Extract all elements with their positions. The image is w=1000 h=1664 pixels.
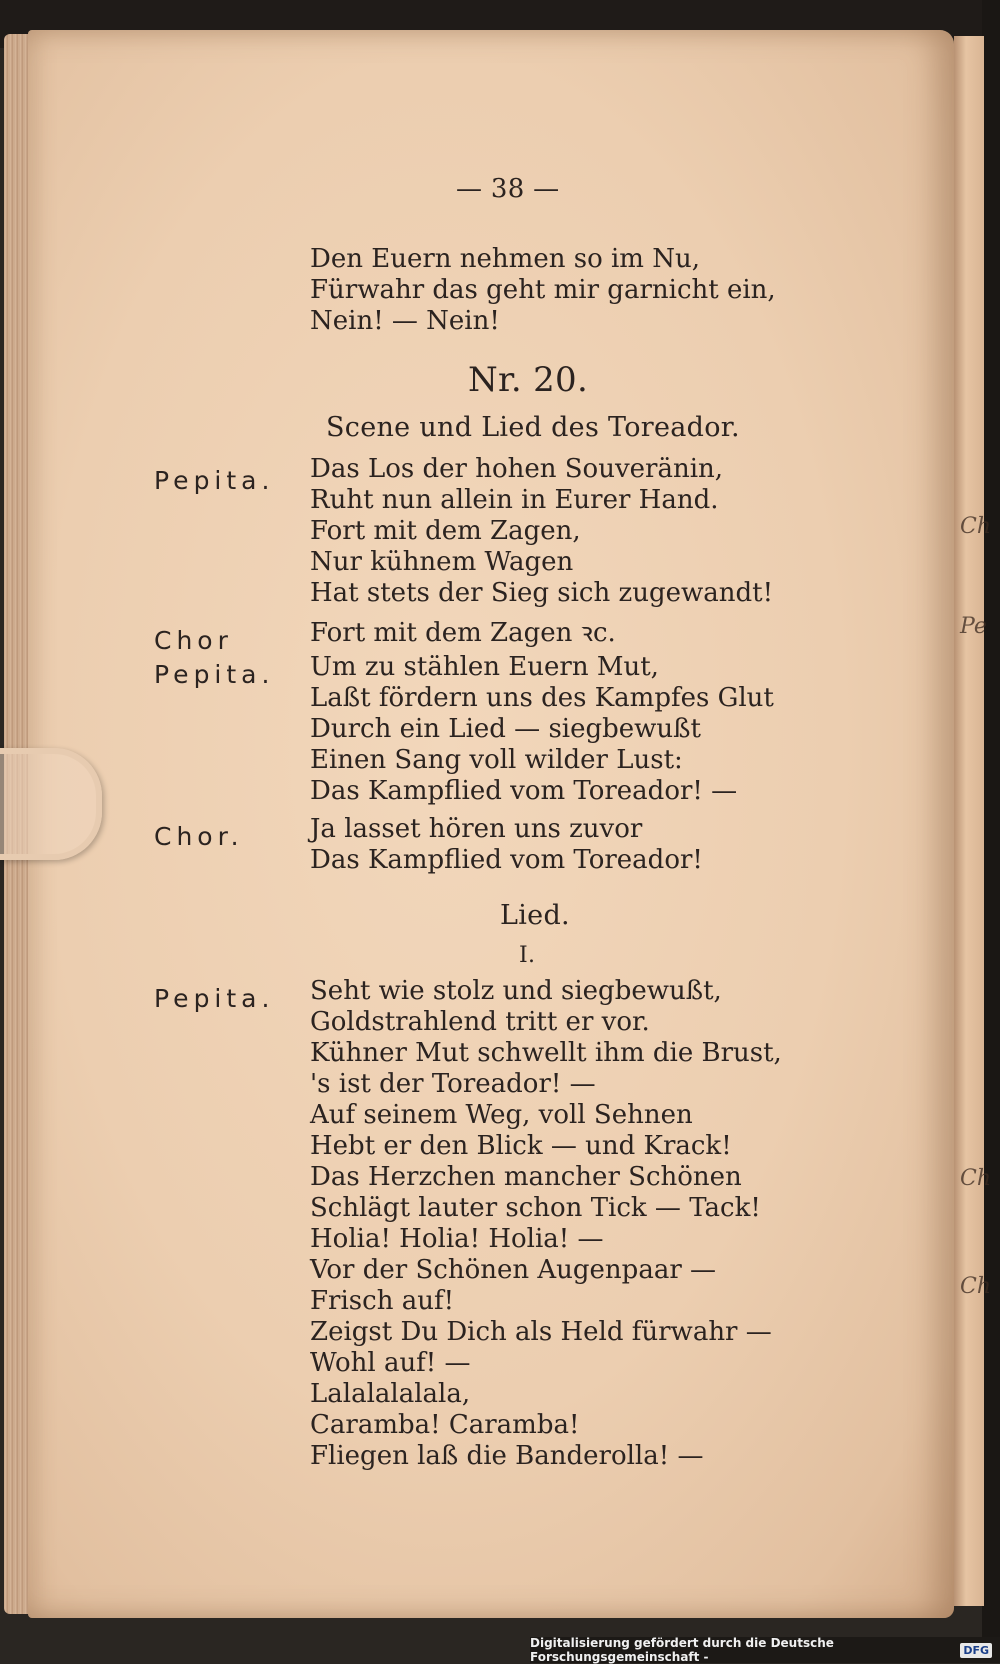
scan-background-right [982,0,1000,1663]
verse-line: 's ist der Toreador! — [310,1069,596,1099]
verse-line: Auf seinem Weg, voll Sehnen [310,1100,693,1130]
speaker-label: Chor. [154,822,244,851]
verse-line: Fort mit dem Zagen, [310,516,581,546]
verse-block-chor-2 [310,814,703,876]
verse-block-pepita-2 [310,652,774,807]
number-heading: Nr. 20. [468,360,589,400]
dfg-logo: DFG [960,1643,992,1658]
verse-line: Das Kampflied vom Toreador! [310,845,703,875]
verse-line: Hebt er den Blick — und Krack! [310,1131,732,1161]
verse-line: Lalalalalala, [310,1379,471,1409]
page-number: — 38 — [456,174,560,204]
verse-line: Wohl auf! — [310,1348,471,1378]
verse-line: Goldstrahlend tritt er vor. [310,1007,650,1037]
verse-line: Laßt fördern uns des Kampfes Glut [310,683,774,713]
verse-line: Nur kühnem Wagen [310,547,574,577]
verse-line: Das Herzchen mancher Schönen [310,1162,742,1192]
verse-line: Frisch auf! [310,1286,455,1316]
verse-line: Caramba! Caramba! [310,1410,580,1440]
lied-number: I. [519,943,536,968]
verse-block-top [310,244,776,337]
verse-line: Nein! — Nein! [310,306,500,336]
verse-line: Holia! Holia! Holia! — [310,1224,604,1254]
verse-line: Fort mit dem Zagen ꝛc. [310,618,616,648]
next-page-fragment: Ch [960,514,992,539]
next-page-fragment: Ch [960,1274,992,1299]
lied-heading: Lied. [500,900,570,931]
verse-block-pepita-1 [310,454,773,609]
verse-line: Kühner Mut schwellt ihm die Brust, [310,1038,782,1068]
verse-line: Das Kampflied vom Toreador! — [310,776,738,806]
verse-line: Fliegen laß die Banderolla! — [310,1441,704,1471]
verse-line: Vor der Schönen Augenpaar — [310,1255,717,1285]
next-page-fragment: Ch [960,1166,992,1191]
verse-line: Ruht nun allein in Eurer Hand. [310,485,719,515]
speaker-label: Pepita. [154,466,275,495]
speaker-label: Pepita. [154,660,275,689]
verse-block-lied [310,976,782,1472]
verse-line: Den Euern nehmen so im Nu, [310,244,700,274]
page-clip [0,748,102,860]
verse-line: Durch ein Lied — siegbewußt [310,714,701,744]
verse-line: Schlägt lauter schon Tick — Tack! [310,1193,761,1223]
verse-line: Ja lasset hören uns zuvor [310,814,643,844]
speaker-label: Chor [154,626,233,655]
speaker-label: Pepita. [154,984,275,1013]
verse-line: Hat stets der Sieg sich zugewandt! [310,578,774,608]
verse-line: Zeigst Du Dich als Held fürwahr — [310,1317,772,1347]
verse-line: Das Los der hohen Souveränin, [310,454,724,484]
digitization-footer [530,1637,1000,1663]
verse-line: Seht wie stolz und siegbewußt, [310,976,722,1006]
next-page-fragment: Pe [960,614,987,639]
scene-subtitle: Scene und Lied des Toreador. [326,412,740,443]
next-page-edge [954,36,992,1606]
verse-line: Um zu stählen Euern Mut, [310,652,659,682]
verse-line: Einen Sang voll wilder Lust: [310,745,683,775]
verse-block-chor-1 [310,618,616,649]
verse-line: Fürwahr das geht mir garnicht ein, [310,275,776,305]
footer-text: Digitalisierung gefördert durch die Deutsche Forschungsgemeinschaft - [530,1636,834,1664]
